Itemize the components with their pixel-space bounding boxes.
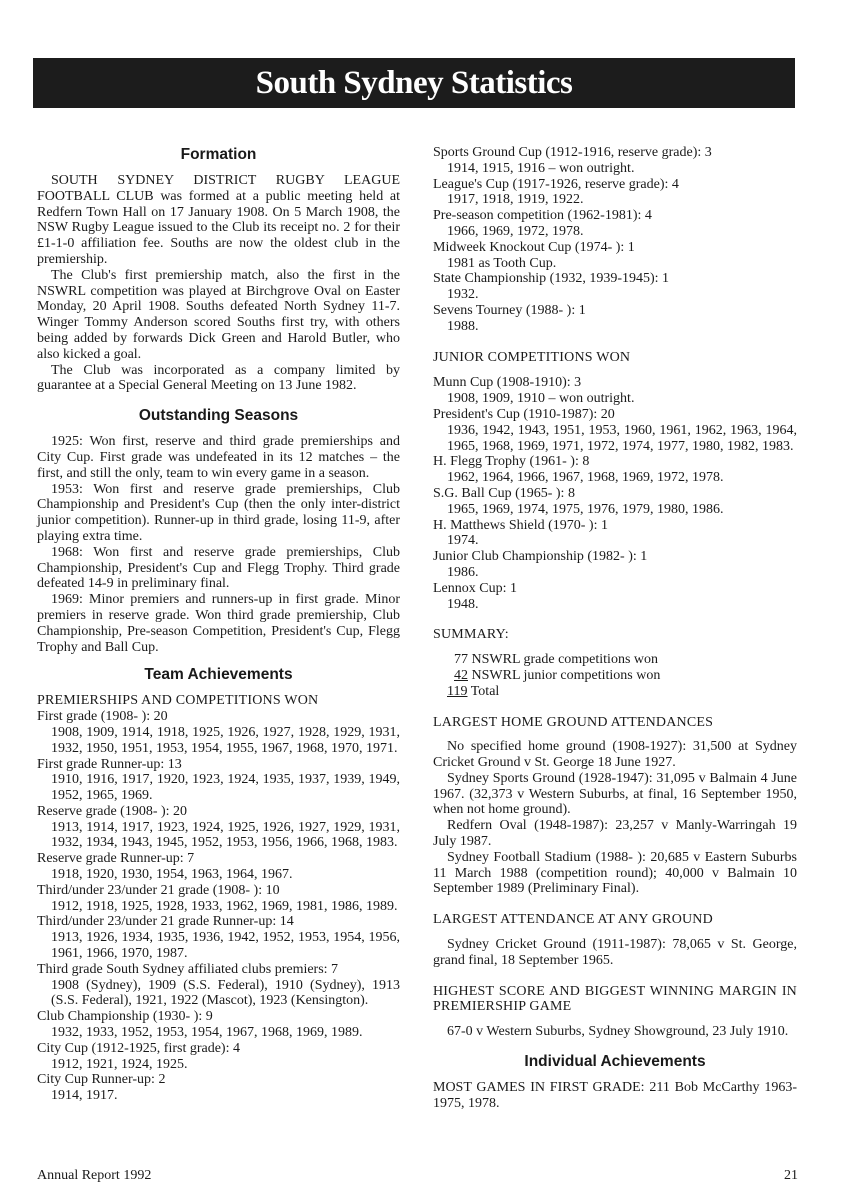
competition-list (433, 145, 797, 335)
item-title: Midweek Knockout Cup (1974- ): 1 (433, 239, 635, 255)
item-title: Third/under 23/under 21 grade Runner-up: 14 (37, 914, 294, 930)
summary-row (447, 668, 797, 684)
item-title: H. Matthews Shield (1970- ): 1 (433, 517, 608, 533)
item-title: League's Cup (1917-1926, reserve grade): 4 (433, 176, 679, 192)
summary-total-count: 119 (447, 683, 468, 699)
summary-count: 42 (454, 667, 468, 683)
junior-heading: JUNIOR COMPETITIONS WON (433, 349, 631, 365)
item-body: 1914, 1917. (51, 1088, 118, 1104)
highest-score-text: 67-0 v Western Suburbs, Sydney Showground, 23 July 1910. (447, 1024, 789, 1040)
formation-paragraph: SOUTH SYDNEY DISTRICT RUGBY LEAGUE FOOTBALL CLUB was formed at a public meeting held at Redfern Town Hall on 17 January 1908. On 5 March 1908, the NSW Rugby League issued to the Club its receipt no. 2 for their £1-1-0 affiliation fee. Souths are now the oldest club in the premiership. (37, 173, 400, 267)
item-title: President's Cup (1910-1987): 20 (433, 406, 615, 422)
summary-count: 77 (454, 652, 468, 668)
item-body: 1981 as Tooth Cup. (447, 255, 557, 271)
item-body: 1912, 1918, 1925, 1928, 1933, 1962, 1969, 1981, 1986, 1989. (51, 898, 398, 914)
footer-report-title: Annual Report 1992 (37, 1168, 152, 1183)
summary-label: NSWRL grade competitions won (471, 652, 659, 668)
item-body: 1962, 1964, 1966, 1967, 1968, 1969, 1972, 1978. (447, 470, 724, 486)
attendance-paragraph: Redfern Oval (1948-1987): 23,257 v Manly-Warringah 19 July 1987. (433, 818, 797, 850)
item-title: Reserve grade (1908- ): 20 (37, 803, 188, 819)
item-title: State Championship (1932, 1939-1945): 1 (433, 271, 670, 287)
summary-heading: SUMMARY: (433, 627, 509, 643)
summary-table (433, 652, 797, 699)
attendance-paragraph: Sydney Football Stadium (1988- ): 20,685 v Eastern Suburbs 11 March 1988 (competition round); 40,000 v Balmain 10 September 1989 (Preliminary Final). (433, 849, 797, 897)
seasons-heading: Outstanding Seasons (138, 407, 299, 425)
formation-paragraph: The Club was incorporated as a company limited by guarantee at a Special General Meeting on 13 June 1982. (37, 362, 400, 394)
individual-text: MOST GAMES IN FIRST GRADE: 211 Bob McCarthy 1963-1975, 1978. (433, 1080, 797, 1111)
item-title: First grade (1908- ): 20 (37, 709, 168, 725)
season-paragraph: 1968: Won first and reserve grade premierships, Club Championship, President's Cup and Flegg Trophy. Third grade defeated 14-9 in preliminary final. (37, 544, 400, 592)
item-body: 1918, 1920, 1930, 1954, 1963, 1964, 1967. (51, 867, 293, 883)
attendance-paragraph: No specified home ground (1908-1927): 31,500 at Sydney Cricket Ground v St. George 18 June 1927. (433, 739, 797, 771)
season-paragraph: 1969: Minor premiers and runners-up in first grade. Minor premiers in reserve grade. Won third grade premiership, Club Championship, Pre-season Competition, President's Cup, Flegg Trophy and Ball Cup. (37, 592, 400, 655)
right-column (433, 145, 797, 1112)
item-body: 1908, 1909, 1914, 1918, 1925, 1926, 1927, 1928, 1929, 1931, 1932, 1950, 1951, 1953, 1954, 1955, 1967, 1968, 1970, 1971. (51, 724, 400, 756)
home-attendance-heading: LARGEST HOME GROUND ATTENDANCES (433, 714, 714, 730)
summary-label: NSWRL junior competitions won (471, 667, 661, 683)
item-body: 1913, 1926, 1934, 1935, 1936, 1942, 1952, 1953, 1954, 1956, 1961, 1966, 1970, 1987. (51, 930, 400, 962)
item-body: 1932. (447, 287, 479, 303)
team-list (37, 709, 400, 1104)
attendance-paragraph: Sydney Sports Ground (1928-1947): 31,095 v Balmain 4 June 1967. (32,373 v Western Suburbs, at final, 16 September 1950, when not home ground). (433, 770, 797, 818)
item-title: First grade Runner-up: 13 (37, 756, 182, 772)
item-body: 1910, 1916, 1917, 1920, 1923, 1924, 1935, 1937, 1939, 1949, 1952, 1965, 1969. (51, 772, 400, 804)
item-body: 1965, 1969, 1974, 1975, 1976, 1979, 1980, 1986. (447, 501, 724, 517)
page-title-banner (33, 58, 795, 108)
junior-list (433, 375, 797, 612)
item-title: Club Championship (1930- ): 9 (37, 1009, 213, 1025)
season-paragraph: 1925: Won first, reserve and third grade premierships and City Cup. First grade was undefeated in its 12 matches – the first, and still the only, team to win every game in a season. (37, 434, 400, 481)
left-column (37, 145, 400, 1104)
summary-row (447, 652, 797, 668)
item-title: H. Flegg Trophy (1961- ): 8 (433, 454, 590, 470)
item-title: Munn Cup (1908-1910): 3 (433, 375, 582, 391)
item-body: 1908, 1909, 1910 – won outright. (447, 391, 635, 407)
item-title: Third grade South Sydney affiliated clubs premiers: 7 (37, 961, 339, 977)
item-title: Third/under 23/under 21 grade (1908- ): 10 (37, 882, 280, 898)
item-body: 1908 (Sydney), 1909 (S.S. Federal), 1910 (Sydney), 1913 (S.S. Federal), 1921, 1922 (Mascot), 1923 (Kensington). (51, 977, 400, 1009)
item-title: Pre-season competition (1962-1981): 4 (433, 208, 652, 224)
formation-heading: Formation (180, 146, 257, 163)
item-title: Reserve grade Runner-up: 7 (37, 851, 195, 867)
team-subheading: PREMIERSHIPS AND COMPETITIONS WON (37, 693, 319, 709)
highest-score-heading: HIGHEST SCORE AND BIGGEST WINNING MARGIN IN PREMIERSHIP GAME (433, 983, 797, 1015)
team-heading: Team Achievements (144, 666, 293, 684)
individual-heading: Individual Achievements (524, 1053, 706, 1071)
item-body: 1913, 1914, 1917, 1923, 1924, 1925, 1926, 1927, 1929, 1931, 1932, 1934, 1943, 1945, 1952, 1953, 1956, 1966, 1968, 1983. (51, 819, 400, 851)
item-body: 1974. (447, 533, 479, 549)
item-title: Sevens Tourney (1988- ): 1 (433, 302, 586, 318)
item-body: 1988. (447, 318, 479, 334)
item-title: S.G. Ball Cup (1965- ): 8 (433, 485, 575, 501)
any-ground-heading: LARGEST ATTENDANCE AT ANY GROUND (433, 912, 713, 928)
item-body: 1948. (447, 596, 479, 612)
item-body: 1986. (447, 564, 479, 580)
item-body: 1932, 1933, 1952, 1953, 1954, 1967, 1968, 1969, 1989. (51, 1025, 363, 1041)
item-title: Lennox Cup: 1 (433, 580, 517, 596)
item-body: 1914, 1915, 1916 – won outright. (447, 160, 635, 176)
item-title: City Cup (1912-1925, first grade): 4 (37, 1040, 240, 1056)
any-ground-text: Sydney Cricket Ground (1911-1987): 78,065 v St. George, grand final, 18 September 1965. (433, 937, 797, 968)
page-title: South Sydney Statistics (255, 65, 573, 101)
formation-paragraph: The Club's first premiership match, also the first in the NSWRL competition was played at Birchgrove Oval on Easter Monday, 20 April 1908. Souths defeated North Sydney 11-7. Winger Tommy Anderson scored Souths first try, with others being added by forwards Dick Green and Harold Butler, who also kicked a goal. (37, 267, 400, 362)
item-body: 1917, 1918, 1919, 1922. (447, 192, 584, 208)
season-paragraph: 1953: Won first and reserve grade premierships, Club Championship and President's Cup (then the only inter-district junior competition). Runner-up in third grade, losing 11-9, after playing extra time. (37, 481, 400, 544)
item-body: 1912, 1921, 1924, 1925. (51, 1056, 188, 1072)
item-title: City Cup Runner-up: 2 (37, 1072, 166, 1088)
item-body: 1936, 1942, 1943, 1951, 1953, 1960, 1961, 1962, 1963, 1964, 1965, 1968, 1969, 1971, 1972, 1974, 1977, 1980, 1982, 1983. (447, 422, 797, 454)
item-title: Junior Club Championship (1982- ): 1 (433, 549, 648, 565)
item-body: 1966, 1969, 1972, 1978. (447, 223, 584, 239)
summary-label: Total (470, 683, 500, 699)
page-number: 21 (784, 1168, 798, 1183)
item-title: Sports Ground Cup (1912-1916, reserve grade): 3 (433, 145, 712, 160)
summary-row (447, 684, 797, 700)
